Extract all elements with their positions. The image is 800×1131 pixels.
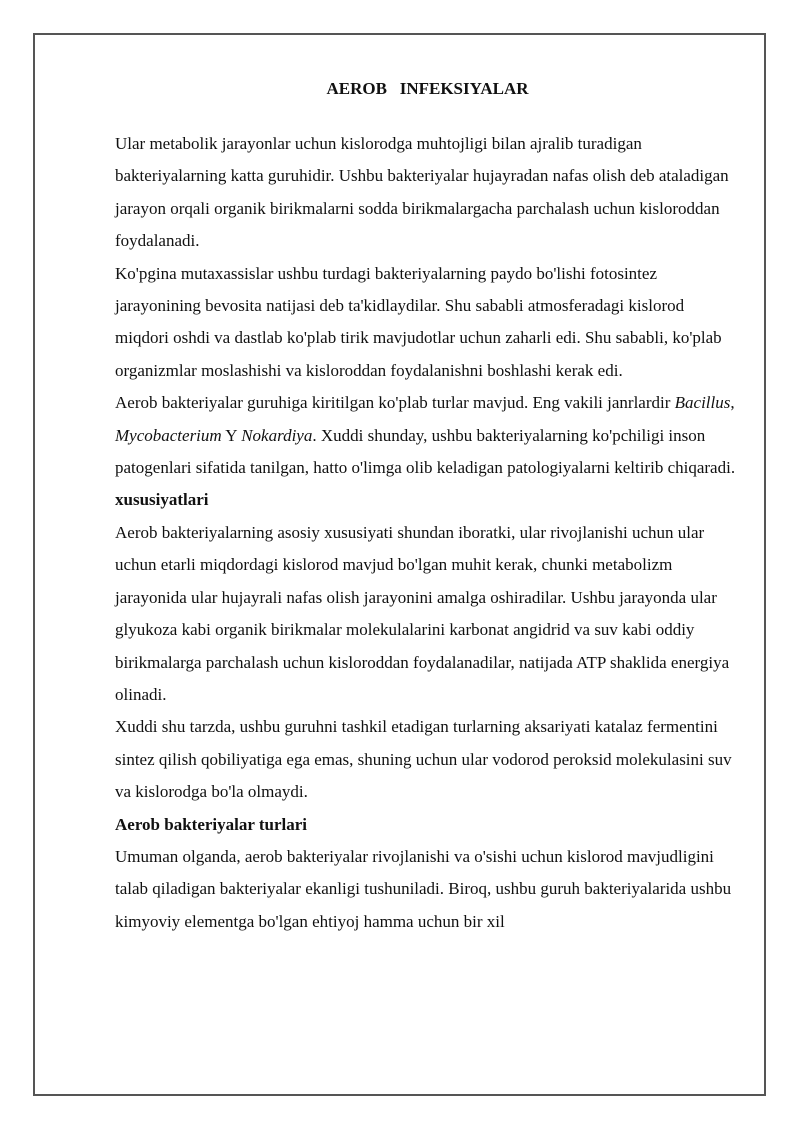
genus-mycobacterium: Mycobacterium — [115, 425, 222, 445]
paragraph-origin: Ko'pgina mutaxassislar ushbu turdagi bakteriyalarning paydo bo'lishi fotosintez jarayonining bevosita natijasi deb ta'kidlaydilar. Shu sababli atmosferadagi kislorod miqdori oshdi va dastlab ko'plab tirik mavjudotlar uchun zaharli edi. Shu sababli, ko'plab organizmlar moslashishi va kisloroddan foydalanishni boshlashi kerak edi. — [115, 263, 722, 380]
genera-text-after: . Xuddi shunday, ushbu bakteriyalarning ko'pchiligi inson patogenlari sifatida tanilgan, hatto o'limga olib keladigan patologiyalarni keltirib chiqaradi. — [115, 425, 736, 478]
genera-separator-1: , — [730, 393, 735, 413]
genera-separator-2: Y — [221, 425, 242, 445]
document-body — [115, 74, 740, 938]
paragraph-types: Umuman olganda, aerob bakteriyalar rivojlanishi va o'sishi uchun kislorod mavjudligini talab qiladigan bakteriyalar ekanligi tushuniladi. Biroq, ushbu guruh bakteriyalarida ushbu kimyoviy elementga bo'lgan ehtiyoj hamma uchun bir xil — [115, 846, 732, 931]
paragraph-properties: Aerob bakteriyalarning asosiy xususiyati shundan iboratki, ular rivojlanishi uchun ular uchun etarli miqdordagi kislorod mavjud bo'lgan muhit kerak, chunki metabolizm jarayonida ular hujayrali nafas olish jarayonini amalga oshiradilar. Ushbu jarayonda ular glyukoza kabi organik birikmalar molekulalarini karbonat angidrid va suv kabi oddiy birikmalarga parchalash uchun kisloroddan foydalanadilar, natijada ATP shaklida energiya olinadi. — [115, 522, 730, 704]
paragraph-catalase: Xuddi shu tarzda, ushbu guruhni tashkil etadigan turlarning aksariyati katalaz fermentini sintez qilish qobiliyatiga ega emas, shuning uchun ular vodorod peroksid molekulasini suv va kislorodga bo'la olmaydi. — [115, 717, 732, 802]
genus-nokardiya: Nokardiya — [241, 425, 313, 445]
genera-text-before: Aerob bakteriyalar guruhiga kiritilgan ko'plab turlar mavjud. Eng vakili janrlardir — [115, 393, 675, 413]
paragraph-genera — [115, 387, 740, 484]
genus-bacillus: Bacillus — [674, 393, 731, 413]
paragraph-intro: Ular metabolik jarayonlar uchun kislorodga muhtojligi bilan ajralib turadigan bakteriyalarning katta guruhidir. Ushbu bakteriyalar hujayradan nafas olish deb ataladigan jarayon orqali organik birikmalarni sodda birikmalargacha parchalash uchun kisloroddan foydalanadi. — [115, 134, 729, 251]
section-heading-properties: xususiyatlari — [115, 490, 209, 510]
section-heading-types: Aerob bakteriyalar turlari — [115, 814, 308, 834]
document-title: AEROB INFEKSIYALAR — [326, 79, 529, 98]
